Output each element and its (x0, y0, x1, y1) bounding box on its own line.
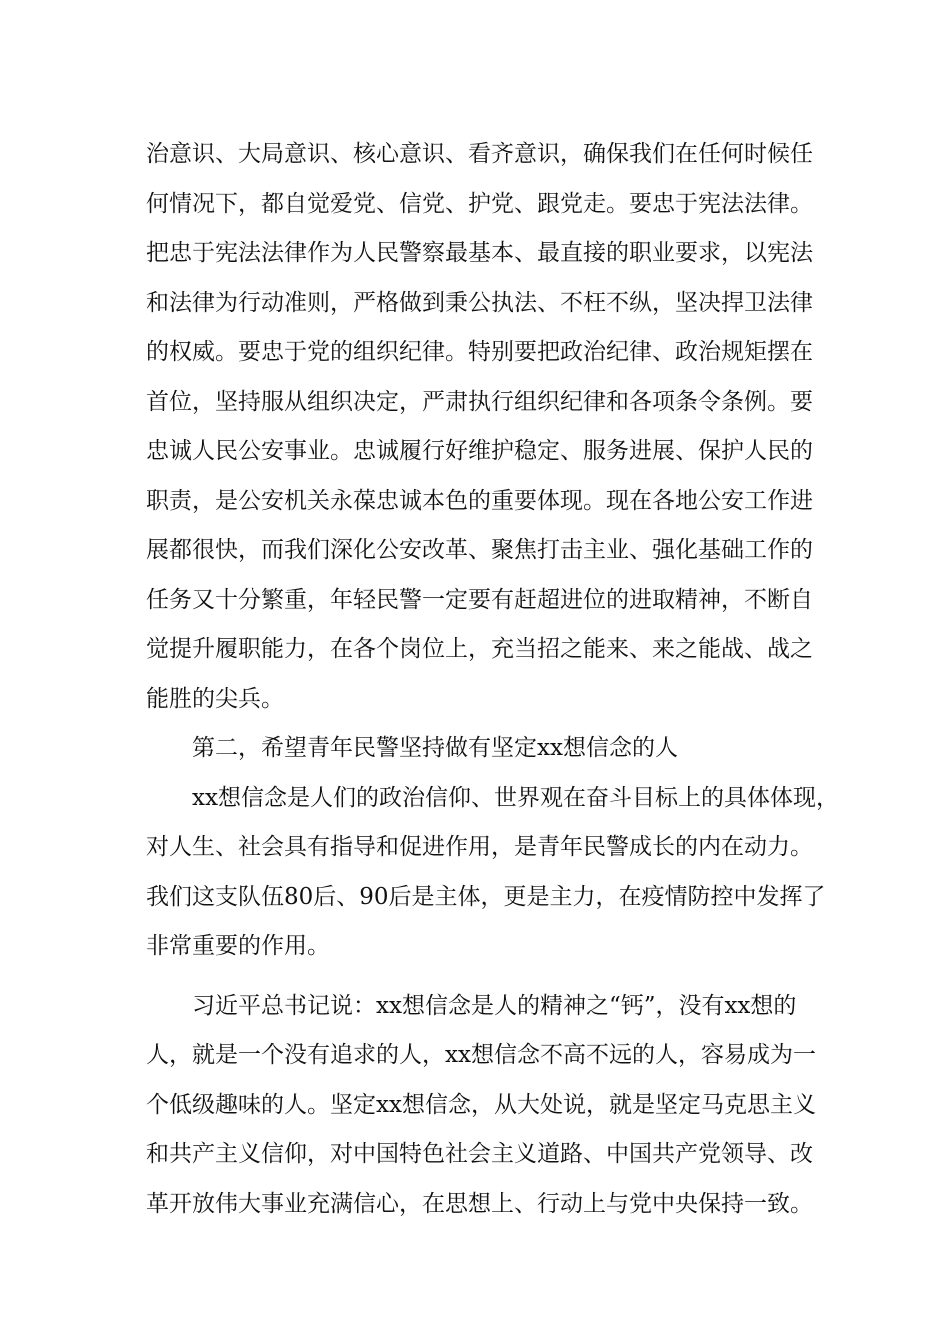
text-line: 革开放伟大事业充满信心，在思想上、行动上与党中央保持一致。 (146, 1190, 813, 1217)
text-line: 首位，坚持服从组织决定，严肃执行组织纪律和各项条令条例。要 (146, 388, 813, 415)
text-line: 展都很快，而我们深化公安改革、聚焦打击主业、强化基础工作的 (146, 537, 813, 563)
text-line: 职责，是公安机关永葆忠诚本色的重要体现。现在各地公安工作进 (146, 487, 813, 514)
section-heading (146, 724, 816, 774)
text-line: 我们这支队伍80后、90后是主体，更是主力，在疫情防控中发挥了 (146, 883, 826, 910)
text-line: 何情况下，都自觉爱党、信党、护党、跟党走。要忠于宪法法律。 (146, 190, 813, 217)
text-line: 的权威。要忠于党的组织纪律。特别要把政治纪律、政治规矩摆在 (146, 339, 813, 365)
document-body (146, 130, 839, 1229)
text-line: 觉提升履职能力，在各个岗位上，充当招之能来、来之能战、战之 (146, 636, 813, 662)
text-line: 能胜的尖兵。 (146, 685, 284, 712)
text-line: 和共产主义信仰，对中国特色社会主义道路、中国共产党领导、改 (146, 1141, 813, 1167)
text-line: 对人生、社会具有指导和促进作用，是青年民警成长的内在动力。 (146, 834, 813, 860)
paragraph-belief (146, 774, 839, 972)
text-line: 忠诚人民公安事业。忠诚履行好维护稳定、服务进展、保护人民的 (146, 438, 813, 464)
text-line: 习近平总书记说：xx想信念是人的精神之“钙”，没有xx想的 (192, 992, 797, 1019)
text-line: 和法律为行动准则，严格做到秉公执法、不枉不纵，坚决捍卫法律 (146, 289, 813, 316)
paragraph-quote (146, 982, 816, 1230)
text-line: 非常重要的作用。 (146, 933, 330, 959)
text-line: 个低级趣味的人。坚定xx想信念，从大处说，就是坚定马克思主义 (146, 1091, 816, 1118)
text-line: 人，就是一个没有追求的人，xx想信念不高不远的人，容易成为一 (146, 1042, 816, 1068)
text-line: 治意识、大局意识、核心意识、看齐意识，确保我们在任何时候任 (146, 141, 813, 167)
paragraph-loyalty (146, 130, 816, 724)
text-line: xx想信念是人们的政治信仰、世界观在奋斗目标上的具体体现， (192, 784, 839, 811)
heading-line: 第二，希望青年民警坚持做有坚定xx想信念的人 (192, 735, 678, 761)
text-line: 把忠于宪法法律作为人民警察最基本、最直接的职业要求，以宪法 (146, 240, 813, 266)
text-line: 任务又十分繁重，年轻民警一定要有赶超进位的进取精神，不断自 (146, 586, 813, 613)
